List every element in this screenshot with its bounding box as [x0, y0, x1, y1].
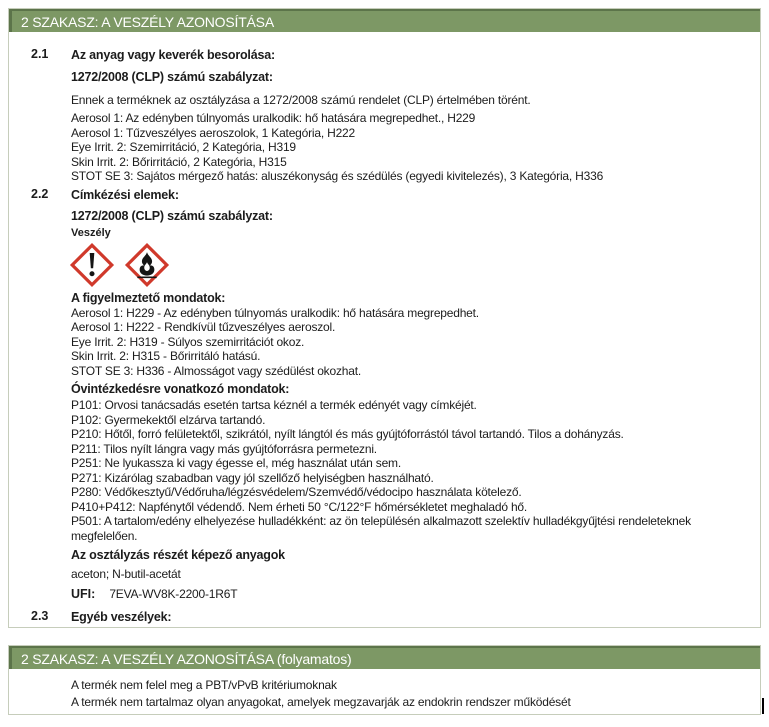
subsection-title: Címkézési elemek: — [71, 187, 179, 202]
classification-line: Skin Irrit. 2: Bőrirritáció, 2 Kategória, H315 — [71, 154, 287, 169]
precautionary-statement: P280: Védőkesztyű/Védőruha/légzésvédelem/Szemvédő/védocipo használata kötelező. — [71, 485, 522, 499]
precautionary-statement: P101: Orvosi tanácsadás esetén tartsa kéznél a termék edényét vagy címkéjét. — [71, 398, 477, 412]
classification-line: Eye Irrit. 2: Szemirritáció, 2 Kategória, H319 — [71, 140, 296, 154]
hazard-statement: Eye Irrit. 2: H319 - Súlyos szemirritációt okoz. — [71, 334, 305, 349]
precautionary-statement: P211: Tilos nyílt lángra vagy más gyújtóforrásra permetezni. — [71, 441, 377, 456]
pbt-vpvb-line: A termék nem felel meg a PBT/vPvB kritériumoknak — [71, 678, 337, 692]
clp-regulation-heading: 1272/2008 (CLP) számú szabályzat: — [71, 208, 273, 223]
precautionary-statement: P102: Gyermekektől elzárva tartandó. — [71, 412, 266, 427]
classification-substances-heading: Az osztályzás részét képező anyagok — [71, 548, 285, 562]
section-2-continued-box — [8, 645, 761, 715]
precautionary-statement: P501: A tartalom/edény elhelyezése hulladékként: az ön településén alkalmazott szelektív hulladékgyűjtési rendeleteknek megfelelően. — [71, 514, 691, 543]
precautionary-statements-list — [71, 398, 740, 543]
ghs-pictograms — [69, 242, 760, 288]
subsection-2-3-row — [31, 609, 760, 625]
hazard-statement: STOT SE 3: H336 - Almosságot vagy szédülést okozhat. — [71, 363, 361, 378]
endocrine-line: A termék nem tartalmaz olyan anyagokat, amelyek megzavarják az endokrin rendszer működését — [71, 694, 571, 709]
signal-word: Veszély — [71, 226, 111, 239]
subsection-number: 2.2 — [31, 186, 49, 201]
section-header-continued: 2 SZAKASZ: A VESZÉLY AZONOSÍTÁSA (folyamatos) — [9, 646, 760, 669]
hazard-statements-list — [71, 306, 740, 379]
subsection-number: 2.3 — [31, 609, 49, 623]
hazard-statement: Aerosol 1: H229 - Az edényben túlnyomás uralkodik: hő hatására megrepedhet. — [71, 305, 479, 320]
ghs-flame-icon — [124, 242, 170, 288]
section-header: 2 SZAKASZ: A VESZÉLY AZONOSÍTÁSA — [9, 9, 760, 32]
classification-list — [71, 111, 740, 184]
precautionary-statement: P210: Hőtől, forró felületektől, szikrától, nyílt lángtól és más gyújtóforrástól távol tartandó. Tilos a dohányzás. — [71, 427, 624, 441]
subsection-2-1-row — [31, 47, 760, 63]
hazard-statement: Skin Irrit. 2: H315 - Bőrirritáló hatású. — [71, 349, 261, 363]
precautionary-statement: P271: Kizárólag szabadban vagy jól szellőző helyiségben használható. — [71, 470, 434, 485]
text-cursor-artifact — [762, 698, 764, 714]
classification-line: Aerosol 1: Tűzveszélyes aeroszolok, 1 Kategória, H222 — [71, 125, 356, 140]
classification-intro: Ennek a terméknek az osztályzása a 1272/2008 számú rendelet (CLP) értelmében törént. — [71, 93, 531, 107]
subsection-2-2-row — [31, 187, 760, 203]
subsection-title: Az anyag vagy keverék besorolása: — [71, 48, 275, 62]
section-2-hazard-identification-box — [8, 8, 761, 628]
ufi-value: 7EVA-WV8K-2200-1R6T — [109, 587, 238, 601]
precautionary-statement: P251: Ne lyukassza ki vagy égesse el, még használat után sem. — [71, 456, 401, 470]
subsection-title: Egyéb veszélyek: — [71, 610, 172, 624]
subsection-number: 2.1 — [31, 47, 49, 61]
hazard-statements-heading: A figyelmeztető mondatok: — [71, 290, 226, 305]
other-hazards-lines — [9, 677, 760, 710]
classification-substances: aceton; N-butil-acetát — [71, 567, 181, 581]
classification-line: Aerosol 1: Az edényben túlnyomás uralkodik: hő hatására megrepedhet., H229 — [71, 111, 476, 125]
precautionary-statements-heading: Óvintézkedésre vonatkozó mondatok: — [71, 382, 290, 396]
ghs-exclamation-mark-icon — [69, 242, 115, 288]
precautionary-statement: P410+P412: Napfénytől védendő. Nem érheti 50 °C/122°F hőmérsékletet meghaladó hő. — [71, 499, 528, 514]
ufi-label: UFI: — [71, 587, 96, 601]
clp-regulation-heading: 1272/2008 (CLP) számú szabályzat: — [71, 70, 273, 84]
ufi-row — [71, 587, 760, 601]
hazard-statement: Aerosol 1: H222 - Rendkívül tűzveszélyes aeroszol. — [71, 320, 336, 334]
classification-line: STOT SE 3: Sajátos mérgező hatás: aluszékonyság és szédülés (egyedi kivitelezés), 3 Kategória, H336 — [71, 169, 604, 183]
